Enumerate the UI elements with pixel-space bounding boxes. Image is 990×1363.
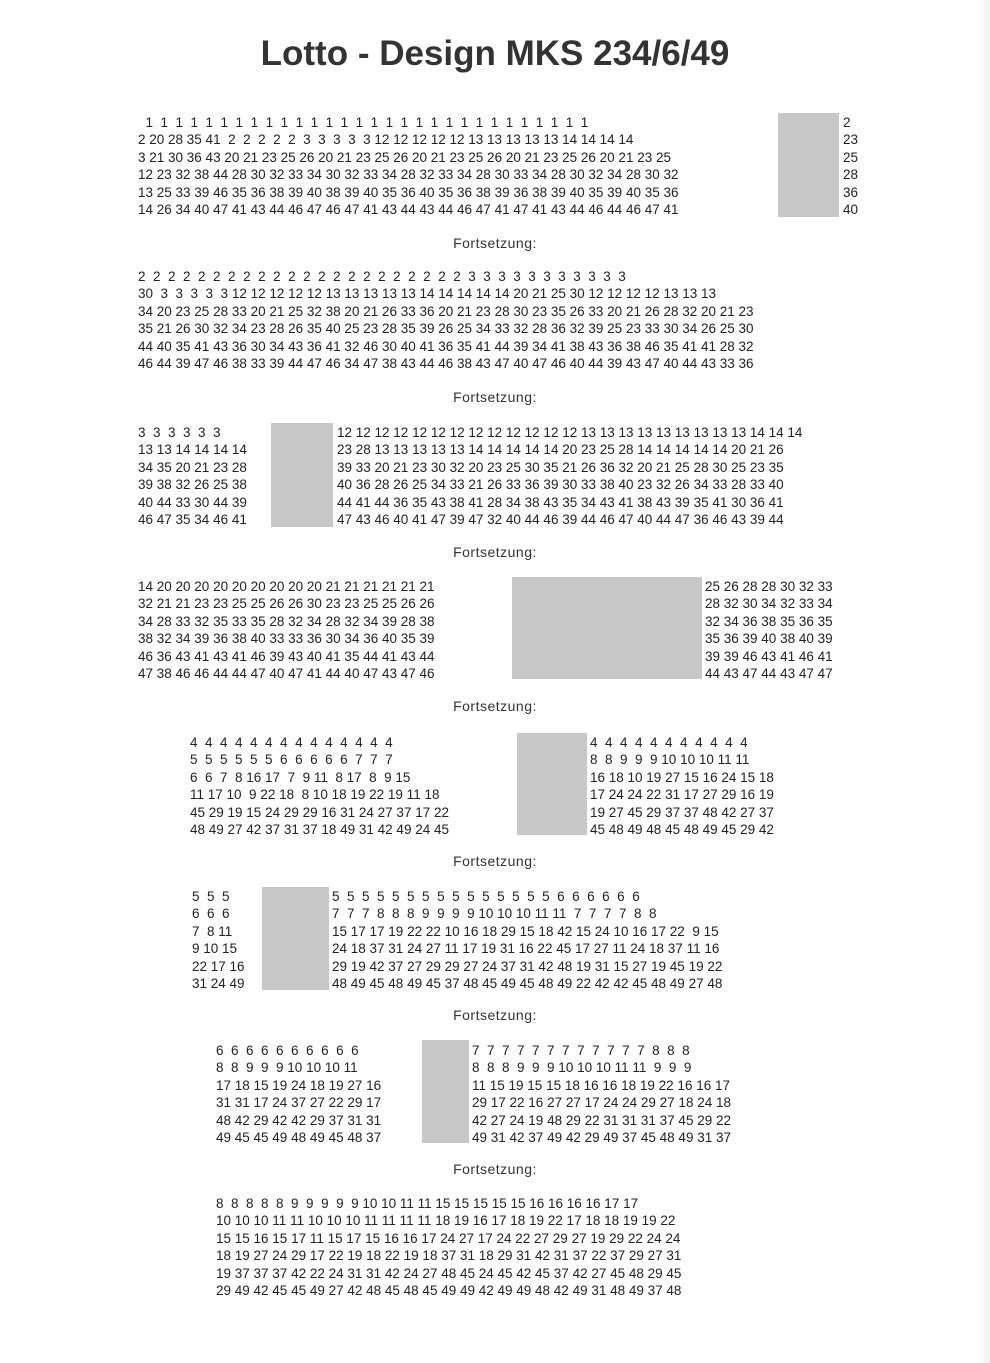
number-row: 10 10 10 11 11 10 10 10 11 11 11 11 18 19 16 17 18 19 22 17 18 18 19 19 22 <box>216 1213 676 1229</box>
number-row: 8 8 9 9 9 10 10 10 11 <box>216 1060 358 1076</box>
section-3-right <box>337 424 802 528</box>
number-row: 18 19 27 24 29 17 22 19 18 22 19 18 37 31 18 29 31 42 31 37 22 37 29 27 31 <box>216 1248 682 1264</box>
number-row: 34 35 20 21 23 28 <box>138 459 247 475</box>
number-row: 47 43 46 40 41 47 39 47 32 40 44 46 39 44 46 47 40 44 47 36 46 43 39 44 <box>337 512 784 528</box>
number-row: 13 25 33 39 46 35 36 38 39 40 38 39 40 35 36 40 35 36 38 39 36 38 39 40 35 39 40 35 36 <box>138 184 679 200</box>
section-6-right <box>332 888 722 992</box>
number-row: 8 8 8 9 9 9 10 10 10 11 11 9 9 9 <box>472 1060 692 1076</box>
number-row: 5 5 5 5 5 5 6 6 6 6 6 7 7 7 <box>190 752 393 768</box>
continuation-label: Fortsetzung: <box>453 1161 537 1177</box>
gray-block <box>517 733 587 835</box>
number-row: 48 49 45 48 49 45 37 48 45 49 45 48 49 22 42 42 45 48 49 27 48 <box>332 976 723 992</box>
number-row: 28 32 30 34 32 33 34 <box>705 596 833 612</box>
number-row: 25 26 28 28 30 32 33 <box>705 579 833 594</box>
number-row: 47 38 46 46 44 44 47 40 47 41 44 40 47 43 47 46 <box>138 666 435 682</box>
number-row: 24 18 37 31 24 27 11 17 19 31 16 22 45 17 27 11 24 18 37 11 16 <box>332 941 720 957</box>
gray-block <box>422 1040 469 1143</box>
number-row: 32 34 36 38 35 36 35 <box>705 613 833 629</box>
section-4-right <box>705 578 833 682</box>
page-edge-shadow <box>976 0 990 1363</box>
number-row: 8 8 8 8 8 9 9 9 9 9 10 10 11 11 15 15 15 15 15 16 16 16 16 17 17 <box>216 1196 639 1211</box>
number-row: 2 2 2 2 2 2 2 2 2 2 2 2 2 2 2 2 2 2 2 2 2 2 3 3 3 3 3 3 3 3 3 3 3 <box>138 269 626 284</box>
number-row: 7 8 11 <box>192 923 233 939</box>
number-row: 40 44 33 30 44 39 <box>138 494 247 510</box>
number-row: 29 49 42 45 45 49 27 42 48 45 48 45 49 49 42 49 49 48 42 49 31 48 49 37 48 <box>216 1283 682 1299</box>
number-row: 44 41 44 36 35 43 38 41 28 34 38 43 35 34 43 41 38 43 39 35 41 30 36 41 <box>337 494 784 510</box>
number-row: 2 20 28 35 41 2 2 2 2 2 3 3 3 3 3 12 12 12 12 12 13 13 13 13 13 14 14 14 14 <box>138 132 634 148</box>
section-5-right <box>590 734 774 838</box>
number-row: 34 28 33 32 35 33 35 28 32 34 28 32 34 39 28 38 <box>138 613 435 629</box>
number-row: 19 27 45 29 37 37 48 42 27 37 <box>590 804 774 820</box>
number-row: 48 42 29 42 42 29 37 31 31 <box>216 1112 382 1128</box>
number-row: 4 4 4 4 4 4 4 4 4 4 4 <box>590 735 748 750</box>
number-row: 17 18 15 19 24 18 19 27 16 <box>216 1077 382 1093</box>
number-row: 13 13 14 14 14 14 <box>138 442 247 458</box>
number-row: 49 45 45 49 48 49 45 48 37 <box>216 1130 382 1146</box>
number-row: 39 33 20 21 23 30 32 20 23 25 30 35 21 26 36 32 20 21 25 28 30 25 23 35 <box>337 459 784 475</box>
number-row: 45 48 49 48 45 48 49 45 29 42 <box>590 822 774 838</box>
number-row: 48 49 27 42 37 31 37 18 49 31 42 49 24 45 <box>190 822 449 838</box>
gray-block <box>271 423 333 527</box>
section-1-right <box>843 114 858 218</box>
number-row: 3 21 30 36 43 20 21 23 25 26 20 21 23 25 26 20 21 23 25 26 20 21 23 25 26 20 21 23 25 <box>138 149 671 165</box>
number-row: 44 43 47 44 43 47 47 <box>705 666 833 682</box>
continuation-label: Fortsetzung: <box>453 698 537 714</box>
number-row: 25 <box>843 149 859 165</box>
section-2 <box>138 268 754 372</box>
number-row: 17 24 24 22 31 17 27 29 16 19 <box>590 787 774 803</box>
number-row: 5 5 5 <box>192 889 230 904</box>
number-row: 1 1 1 1 1 1 1 1 1 1 1 1 1 1 1 1 1 1 1 1 1 1 1 1 1 1 1 1 1 1 <box>138 115 589 130</box>
number-row: 32 21 21 23 23 25 25 26 26 30 23 23 25 25 26 26 <box>138 596 435 612</box>
number-row: 29 19 42 37 27 29 29 27 24 37 31 42 48 19 31 15 27 19 45 19 22 <box>332 958 723 974</box>
number-row: 42 27 24 19 48 29 22 31 31 31 37 45 29 22 <box>472 1112 731 1128</box>
number-row: 16 18 10 19 27 15 16 24 15 18 <box>590 769 774 785</box>
continuation-label: Fortsetzung: <box>453 235 537 251</box>
number-row: 49 31 42 37 49 42 29 49 37 45 48 49 31 37 <box>472 1130 731 1146</box>
number-row: 35 36 39 40 38 40 39 <box>705 631 833 647</box>
section-5-left <box>190 734 449 838</box>
section-8 <box>216 1195 681 1299</box>
number-row: 7 7 7 8 8 8 9 9 9 9 10 10 10 11 11 7 7 7 7 8 8 <box>332 906 657 922</box>
number-row: 2 <box>843 115 851 130</box>
number-row: 11 15 19 15 15 18 16 16 18 19 22 16 16 17 <box>472 1077 730 1093</box>
number-row: 6 6 6 6 6 6 6 6 6 6 <box>216 1043 359 1058</box>
number-row: 40 <box>843 202 859 218</box>
number-row: 19 37 37 37 42 22 24 31 31 42 24 27 48 45 24 45 42 45 37 42 27 45 48 29 45 <box>216 1265 682 1281</box>
number-row: 38 32 34 39 36 38 40 33 33 36 30 34 36 40 35 39 <box>138 631 435 647</box>
gray-block <box>262 887 329 990</box>
number-row: 23 28 13 13 13 13 13 14 14 14 14 14 20 23 25 28 14 14 14 14 14 20 21 26 <box>337 442 784 458</box>
number-row: 30 3 3 3 3 3 12 12 12 12 12 13 13 13 13 13 14 14 14 14 14 20 21 25 30 12 12 12 12 13 13 13 <box>138 286 717 302</box>
number-row: 12 12 12 12 12 12 12 12 12 12 12 12 12 13 13 13 13 13 13 13 13 13 14 14 14 <box>337 425 803 440</box>
number-row: 39 38 32 26 25 38 <box>138 477 247 493</box>
section-1-left <box>138 114 679 218</box>
number-row: 46 36 43 41 43 41 46 39 43 40 41 35 44 41 43 44 <box>138 648 435 664</box>
number-row: 31 31 17 24 37 27 22 29 17 <box>216 1095 382 1111</box>
number-row: 23 <box>843 132 859 148</box>
number-row: 46 47 35 34 46 41 <box>138 512 247 528</box>
number-row: 15 17 17 19 22 22 10 16 18 29 15 18 42 15 24 10 16 17 22 9 15 <box>332 923 719 939</box>
gray-block <box>778 113 839 217</box>
number-row: 8 8 9 9 9 10 10 10 11 11 <box>590 752 750 768</box>
continuation-label: Fortsetzung: <box>453 853 537 869</box>
number-row: 40 36 28 26 25 34 33 21 26 33 36 39 30 33 38 40 23 32 26 34 33 28 33 40 <box>337 477 784 493</box>
number-row: 29 17 22 16 27 27 17 24 24 29 27 18 24 18 <box>472 1095 731 1111</box>
number-row: 14 26 34 40 47 41 43 44 46 47 46 47 41 43 44 43 44 46 47 41 47 41 43 44 46 44 46 47 41 <box>138 202 679 218</box>
section-3-left <box>138 424 247 528</box>
number-row: 36 <box>843 184 859 200</box>
continuation-label: Fortsetzung: <box>453 544 537 560</box>
number-row: 45 29 19 15 24 29 29 16 31 24 27 37 17 22 <box>190 804 449 820</box>
number-row: 3 3 3 3 3 3 <box>138 425 221 440</box>
number-row: 34 20 23 25 28 33 20 21 25 32 38 20 21 26 33 36 20 21 23 28 30 23 35 26 33 20 21 26 28 32 20 21 23 <box>138 303 754 319</box>
number-row: 22 17 16 <box>192 958 245 974</box>
number-row: 12 23 32 38 44 28 30 32 33 34 30 32 33 34 28 32 33 34 28 30 33 34 28 30 32 34 28 30 32 <box>138 167 679 183</box>
number-row: 9 10 15 <box>192 941 238 957</box>
number-row: 31 24 49 <box>192 976 245 992</box>
number-row: 15 15 16 15 17 11 15 17 15 16 16 17 24 27 17 24 22 27 29 27 19 29 22 24 24 <box>216 1230 681 1246</box>
section-7-right <box>472 1042 731 1146</box>
section-7-left <box>216 1042 381 1146</box>
continuation-label: Fortsetzung: <box>453 1007 537 1023</box>
gray-block <box>512 577 702 679</box>
number-row: 6 6 7 8 16 17 7 9 11 8 17 8 9 15 <box>190 769 411 785</box>
section-4-left <box>138 578 435 682</box>
number-row: 5 5 5 5 5 5 5 5 5 5 5 5 5 5 5 6 6 6 6 6 6 <box>332 889 640 904</box>
number-row: 35 21 26 30 32 34 23 28 26 35 40 25 23 28 35 39 26 25 34 33 32 28 36 32 39 25 23 33 30 34 26 25 30 <box>138 321 754 337</box>
number-row: 28 <box>843 167 859 183</box>
number-row: 46 44 39 47 46 38 33 39 44 47 46 34 47 38 43 44 46 38 43 47 40 47 46 40 44 39 43 47 40 44 43 33 36 <box>138 356 754 372</box>
continuation-label: Fortsetzung: <box>453 389 537 405</box>
number-row: 39 39 46 43 41 46 41 <box>705 648 833 664</box>
page-title: Lotto - Design MKS 234/6/49 <box>260 34 730 73</box>
number-row: 4 4 4 4 4 4 4 4 4 4 4 4 4 4 <box>190 735 393 750</box>
number-row: 6 6 6 <box>192 906 230 922</box>
number-row: 44 40 35 41 43 36 30 34 43 36 41 32 46 30 40 41 36 35 41 44 39 34 41 38 43 36 38 46 35 41 41 28 32 <box>138 338 754 354</box>
section-6-left <box>192 888 245 992</box>
number-row: 11 17 10 9 22 18 8 10 18 19 22 19 11 18 <box>190 787 440 803</box>
number-row: 14 20 20 20 20 20 20 20 20 20 21 21 21 21 21 21 <box>138 579 435 594</box>
number-row: 7 7 7 7 7 7 7 7 7 7 7 7 8 8 8 <box>472 1043 690 1058</box>
